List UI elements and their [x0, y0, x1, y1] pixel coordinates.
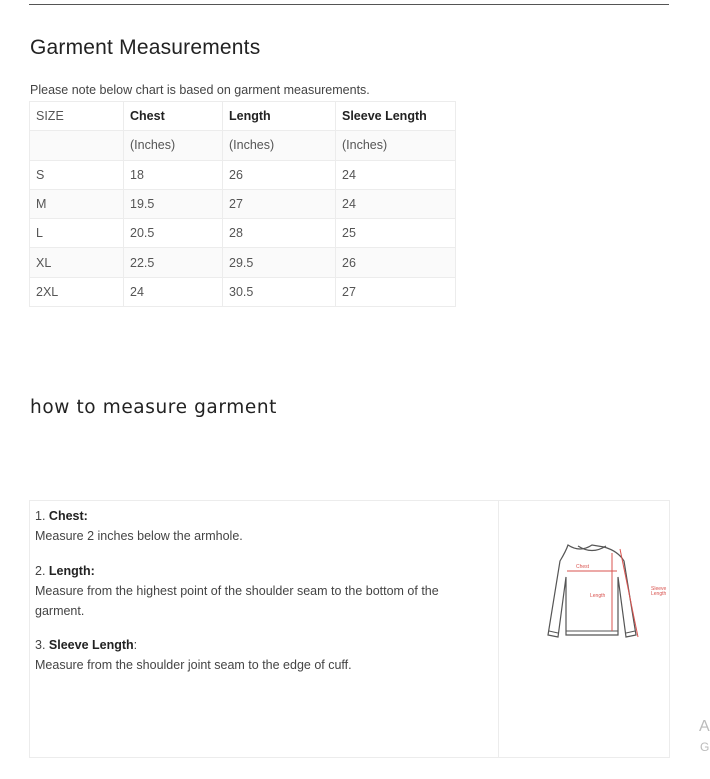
step-term-suffix: :: [133, 638, 138, 652]
table-cell: 27: [336, 277, 456, 306]
header-cell: Chest: [124, 102, 223, 131]
table-cell: XL: [30, 248, 124, 277]
step-number: 1.: [35, 509, 46, 523]
chart-note: Please note below chart is based on garment measurements.: [30, 83, 370, 97]
table-cell: 29.5: [223, 248, 336, 277]
table-row: [30, 219, 456, 248]
table-header-row: [30, 102, 456, 131]
cropped-edge-glyph: A: [699, 718, 710, 735]
table-cell: 30.5: [223, 277, 336, 306]
units-cell: [30, 131, 124, 160]
table-cell: S: [30, 160, 124, 189]
table-cell: 24: [124, 277, 223, 306]
table-cell: 28: [223, 219, 336, 248]
units-cell: (Inches): [223, 131, 336, 160]
table-cell: 25: [336, 219, 456, 248]
table-cell: 19.5: [124, 189, 223, 218]
measurement-instructions: [30, 501, 499, 757]
sleeve-label-line2: Length: [651, 591, 667, 597]
how-to-measure-heading: how to measure garment: [30, 397, 278, 418]
units-cell: (Inches): [124, 131, 223, 160]
cropped-edge-glyph: G: [700, 740, 710, 754]
measurement-guide: [29, 500, 670, 758]
step-chest: [35, 506, 490, 546]
step-number: 3.: [35, 638, 46, 652]
table-row: [30, 248, 456, 277]
step-description: Measure from the highest point of the shoulder seam to the bottom of the garment.: [35, 584, 439, 618]
table-row: [30, 189, 456, 218]
page-title: Garment Measurements: [30, 36, 261, 59]
units-cell: (Inches): [336, 131, 456, 160]
step-number: 2.: [35, 564, 46, 578]
table-cell: 2XL: [30, 277, 124, 306]
table-cell: 27: [223, 189, 336, 218]
sleeve-measure-line: [620, 549, 638, 637]
step-length: [35, 561, 490, 621]
step-sleeve-length: [35, 635, 490, 675]
header-cell: Sleeve Length: [336, 102, 456, 131]
chest-label: Chest: [576, 564, 590, 570]
table-row: [30, 160, 456, 189]
step-term: Chest:: [48, 509, 88, 523]
table-row: [30, 277, 456, 306]
step-description: Measure 2 inches below the armhole.: [35, 529, 243, 543]
size-chart-table: [29, 101, 456, 307]
table-cell: M: [30, 189, 124, 218]
table-cell: 26: [336, 248, 456, 277]
table-cell: L: [30, 219, 124, 248]
sweatshirt-diagram: [520, 537, 665, 657]
step-term: Length:: [48, 564, 95, 578]
table-cell: 22.5: [124, 248, 223, 277]
table-cell: 26: [223, 160, 336, 189]
table-cell: 24: [336, 160, 456, 189]
sweatshirt-outline: [548, 545, 636, 637]
table-cell: 24: [336, 189, 456, 218]
step-description: Measure from the shoulder joint seam to the edge of cuff.: [35, 658, 352, 672]
units-row: [30, 131, 456, 160]
header-cell: Length: [223, 102, 336, 131]
length-label: Length: [590, 593, 606, 599]
table-cell: 18: [124, 160, 223, 189]
table-cell: 20.5: [124, 219, 223, 248]
top-divider: [29, 4, 669, 5]
sleeve-label-line1: Sleeve: [651, 586, 667, 592]
header-cell: SIZE: [30, 102, 124, 131]
step-term: Sleeve Length: [48, 638, 134, 652]
